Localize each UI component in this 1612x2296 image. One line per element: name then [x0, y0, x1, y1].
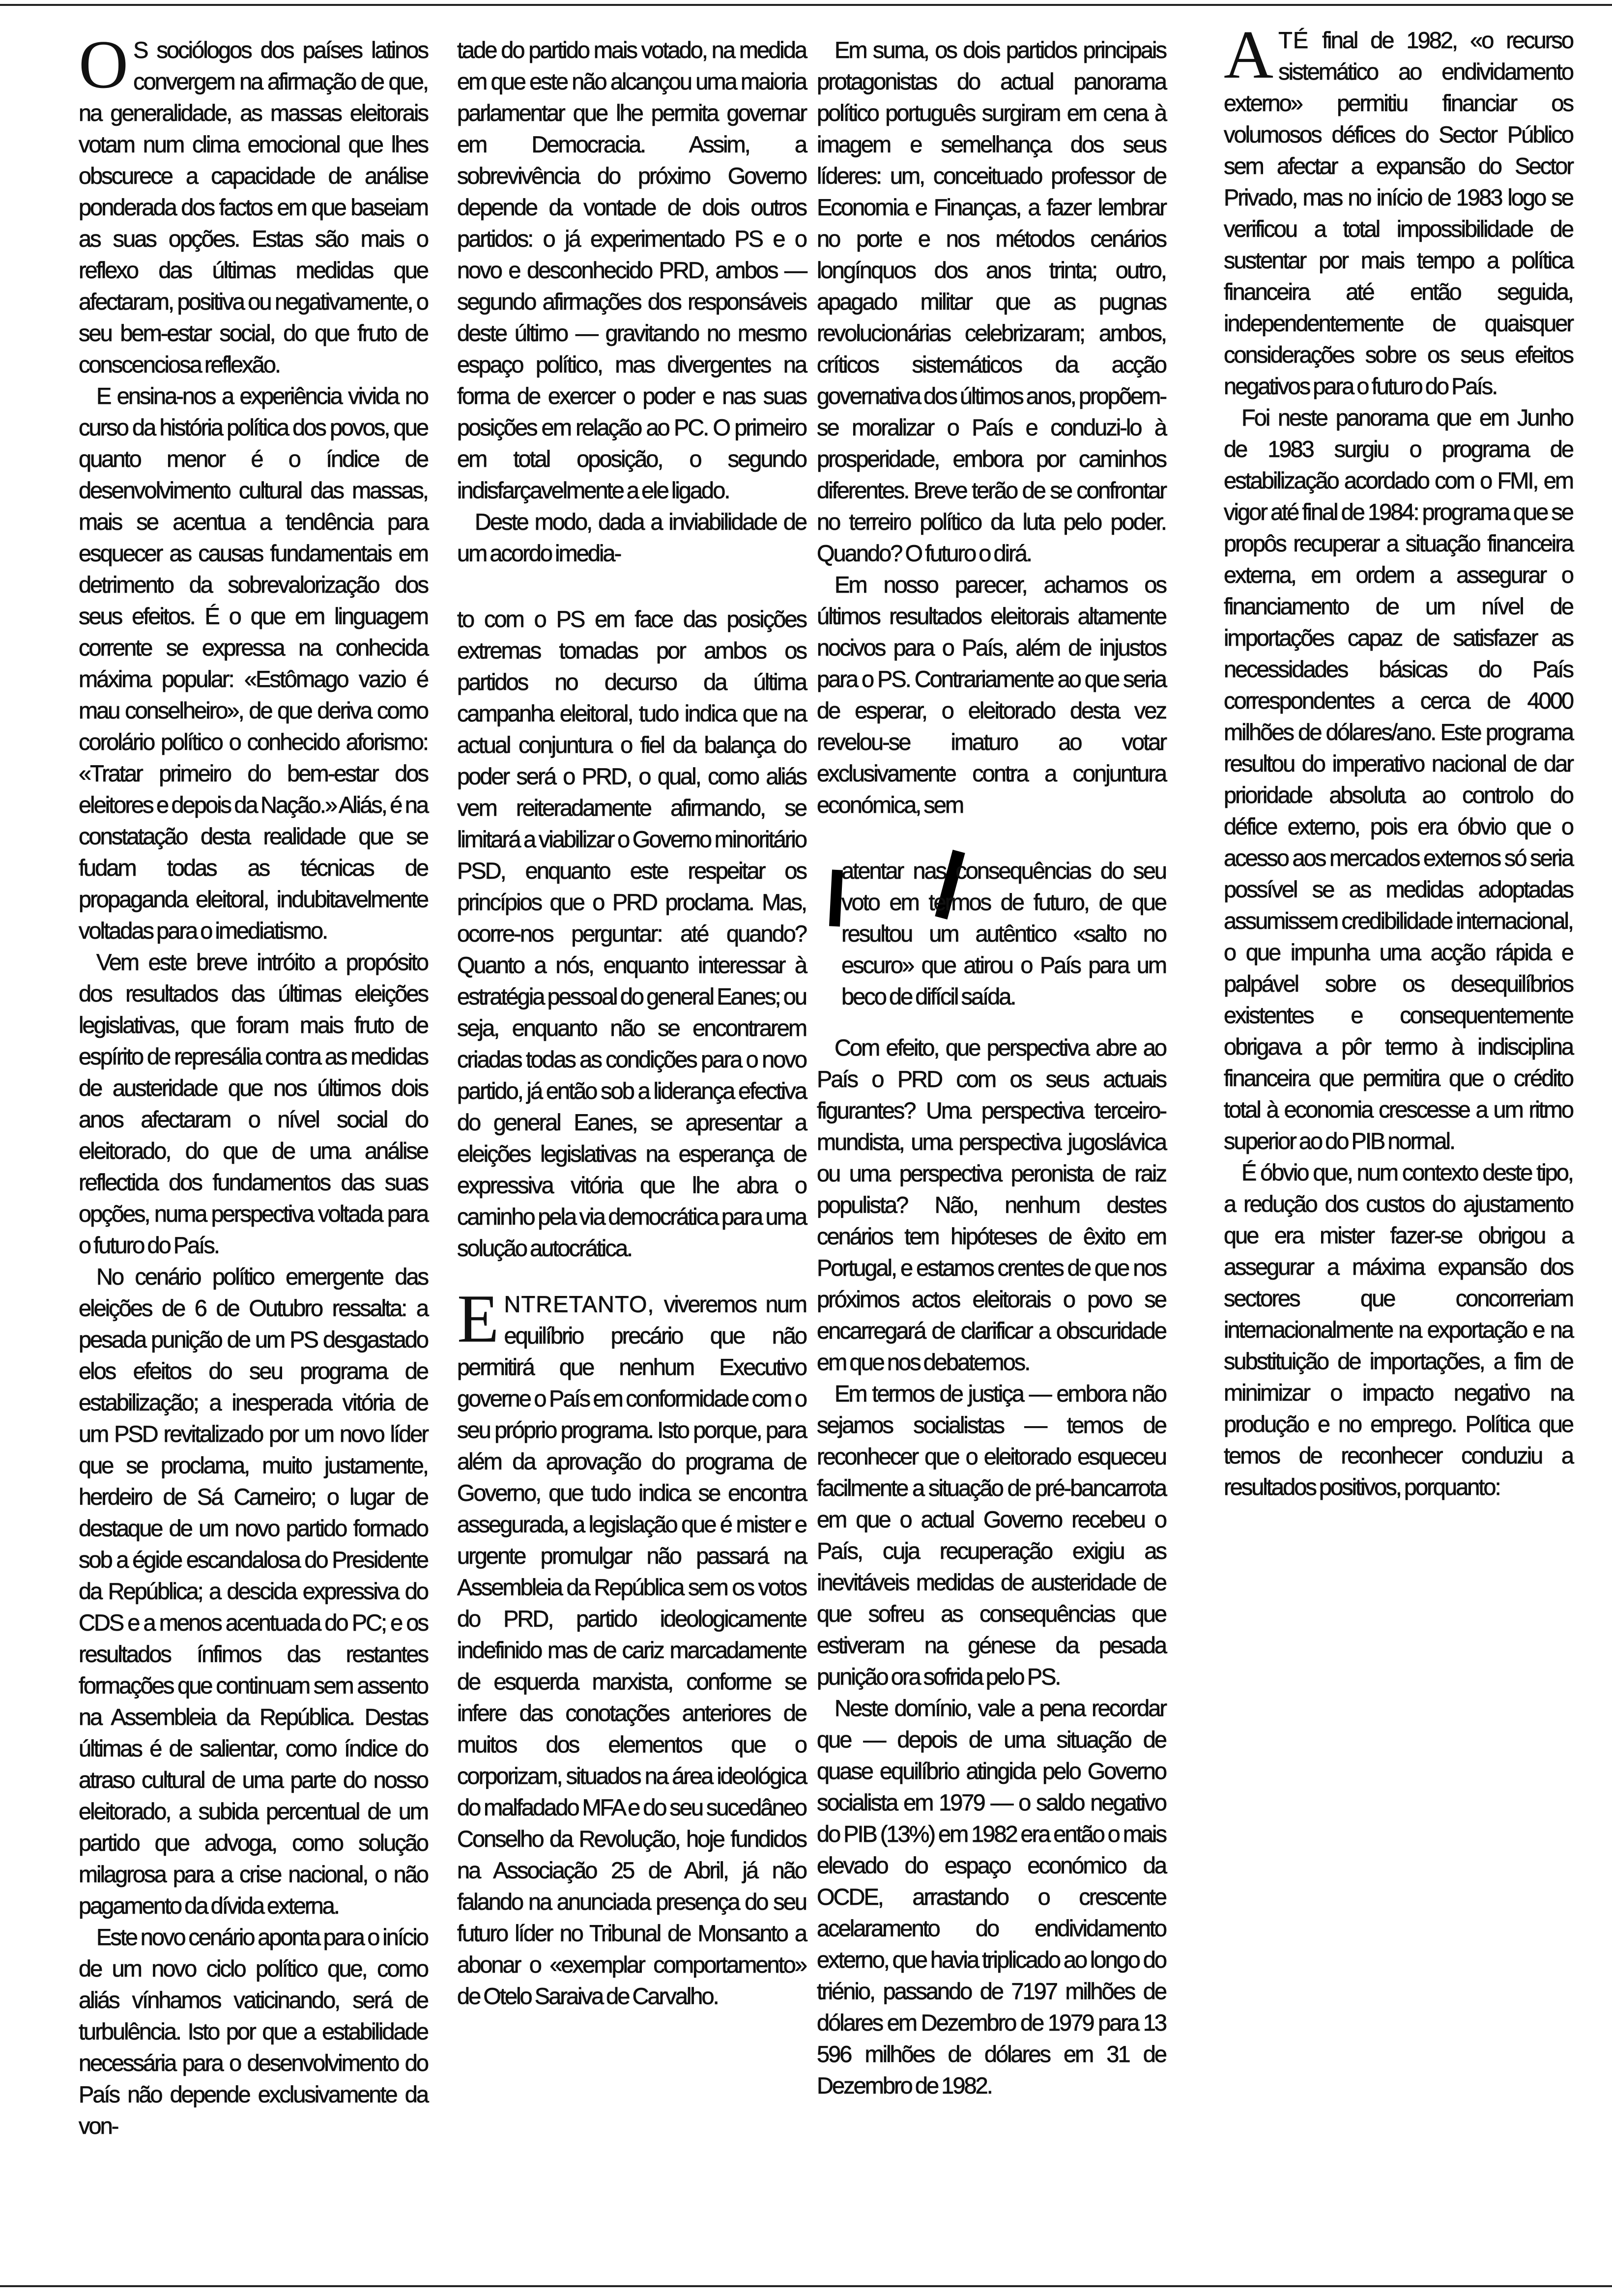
- paragraph: É óbvio que, num contexto deste tipo, a redução dos custos do ajustamento que era mister fazer-se obrigou a assegurar a máxima expansão dos sectores que concorreriam internacionalmente na exportação e na substituição de importações, a fim de minimizar o impacto negativo na produção e no emprego. Política que temos de reconhecer conduziu a resultados positivos, porquanto:: [1224, 1159, 1573, 1500]
- paragraph: Neste domínio, vale a pena recordar que — depois de uma situação de quase equilíbrio atingida pelo Governo socialista em 1979 — o saldo negativo do PIB (13%) em 1982 era então o mais elevado do espaço económico da OCDE, arrastando o crescente acelaramento do endividamento externo, que havia triplicado ao longo do triénio, passando de 7197 milhões de dólares em Dezembro de 1979 para 13 596 milhões de dólares em 31 de Dezembro de 1982.: [817, 1695, 1166, 2098]
- top-rule: [0, 4, 1612, 6]
- paragraph: atentar nas consequências do seu voto em termos de futuro, de que resultou um autêntico «salto no escuro» que atirou o País para um beco de difícil saída.: [841, 858, 1166, 1009]
- paragraph: Este novo cenário aponta para o início de um novo ciclo político que, como aliás vínhamos vaticinando, será de turbulência. Isto por que a estabilidade necessária para o desenvolvimento do País não depende exclusivamente da von-: [79, 1924, 428, 2139]
- paragraph: ENTRETANTO, viveremos num equilíbrio precário que não permitirá que nenhum Executivo governe o País em conformidade com o seu próprio programa. Isto porque, para além da aprovação do programa de Governo, que tudo indica se encontra assegurada, a legislação que é mister e urgente promulgar não passará na Assembleia da República sem os votos do PRD, partido ideologicamente indefinido mas de cariz marcadamente de esquerda marxista, conforme se infere das conotações anteriores de muitos dos elementos que o corporizam, situados na área ideológica do malfadado MFA e do seu sucedâneo Conselho da Revolução, hoje fundidos na Associação 25 de Abril, já não falando na anunciada presença do seu futuro líder no Tribunal de Monsanto a abonar o «exemplar comportamento» de Otelo Saraiva de Carvalho.: [457, 1281, 806, 2009]
- paragraph: tade do partido mais votado, na medida em que este não alcançou uma maioria parlamentar que lhe permita governar em Democracia. Assim, a sobrevivência do próximo Governo depende da vontade de dois outros partidos: o já experimentado PS e o novo e desconhecido PRD, ambos — segundo afirmações dos responsáveis deste último — gravitando no mesmo espaço político, mas divergentes na forma de exercer o poder e nas suas posições em relação ao PC. O primeiro em total oposição, o segundo indisfarçavelmente a ele ligado.: [457, 37, 806, 503]
- article-column-4: [1224, 17, 1573, 1503]
- paragraph: O S sociólogos dos países latinos convergem na afirmação de que, na generalidade, as massas eleitorais votam num clima emocional que lhes obscurece a capacidade de análise ponderada dos factos em que baseiam as suas opções. Estas são mais o reflexo das últimas medidas que afectaram, positiva ou negativamente, o seu bem-estar social, do que fruto de conscenciosa reflexão.: [79, 27, 428, 377]
- bottom-rule: [0, 2285, 1612, 2287]
- paragraph: E ensina-nos a experiência vivida no curso da história política dos povos, que quanto menor é o índice de desenvolvimento cultural das massas, mais se acentua a tendência para esquecer as causas fundamentais em detrimento da sobrevalorização dos seus efeitos. É o que em linguagem corrente se expressa na conhecida máxima popular: «Estômago vazio é mau conselheiro», de que deriva como corolário político o conhecido aforismo: «Tratar primeiro do bem-estar dos eleitores e depois da Nação.» Aliás, é na constatação desta realidade que se fudam todas as técnicas de propaganda eleitoral, indubitavelmente voltadas para o imediatismo.: [79, 383, 428, 944]
- drop-cap: O: [79, 27, 129, 103]
- paragraph: Deste modo, dada a inviabilidade de um acordo imedia-: [457, 509, 806, 566]
- paragraph: Com efeito, que perspectiva abre ao País o PRD com os seus actuais figurantes? Uma perspectiva terceiro-mundista, uma perspectiva jugoslávica ou uma perspectiva peronista de raiz populista? Não, nenhum destes cenários tem hipóteses de êxito em Portugal, e estamos crentes de que nos próximos actos eleitorais o povo se encarregará de clarificar a obscuridade em que nos debatemos.: [817, 1034, 1166, 1375]
- paragraph: to com o PS em face das posições extremas tomadas por ambos os partidos no decurso da última campanha eleitoral, tudo indica que na actual conjuntura o fiel da balança do poder será o PRD, o qual, como aliás vem reiteradamente afirmando, se limitará a viabilizar o Governo minoritário PSD, enquanto este respeitar os princípios que o PRD proclama. Mas, ocorre-nos perguntar: até quando? Quanto a nós, enquanto interessar à estratégia pessoal do general Eanes; ou seja, enquanto não se encontrarem criadas todas as condições para o novo partido, já então sob a liderança efectiva do general Eanes, se apresentar a eleições legislativas na esperança de expressiva vitória que lhe abra o caminho pela via democrática para uma solução autocrática.: [457, 606, 806, 1261]
- paragraph: Vem este breve intróito a propósito dos resultados das últimas eleições legislativas, que foram mais fruto de espírito de represália contra as medidas de austeridade que nos últimos dois anos afectaram o nível social do eleitorado, do que de uma análise reflectida dos fundamentos das suas opções, numa perspectiva voltada para o futuro do País.: [79, 949, 428, 1258]
- paragraph: Em suma, os dois partidos principais protagonistas do actual panorama político português surgiram em cena à imagem e semelhança dos seus líderes: um, conceituado professor de Economia e Finanças, a fazer lembrar no porte e nos métodos cenários longínquos dos anos trinta; outro, apagado militar que as pugnas revolucionárias celebrizaram; ambos, críticos sistemáticos da acção governativa dos últimos anos, propõem-se moralizar o País e conduzi-lo à prosperidade, embora por caminhos diferentes. Breve terão de se confrontar no terreiro político da luta pelo poder. Quando? O futuro o dirá.: [817, 37, 1166, 566]
- paragraph: Em termos de justiça — embora não sejamos socialistas — temos de reconhecer que o eleitorado esqueceu facilmente a situação de pré-bancarrota em que o actual Governo recebeu o País, cuja recuperação exigiu as inevitáveis medidas de austeridade de que sofreu as consequências que estiveram na génese da pesada punição ora sofrida pelo PS.: [817, 1380, 1166, 1690]
- paragraph: Em nosso parecer, achamos os últimos resultados eleitorais altamente nocivos para o País, além de injustos para o PS. Contrariamente ao que seria de esperar, o eleitorado desta vez revelou-se imaturo ao votar exclusivamente contra a conjuntura económica, sem: [817, 572, 1166, 818]
- drop-cap: A: [1224, 17, 1274, 93]
- paragraph: No cenário político emergente das eleições de 6 de Outubro ressalta: a pesada punição de um PS desgastado elos efeitos do seu programa de estabilização; a inesperada vitória de um PSD revitalizado por um novo líder que se proclama, muito justamente, herdeiro de Sá Carneiro; o lugar de destaque de um novo partido formado sob a égide escandalosa do Presidente da República; a descida expressiva do CDS e a menos acentuada do PC; e os resultados ínfimos das restantes formações que continuam sem assento na Assembleia da República. Destas últimas é de salientar, como índice do atraso cultural de uma parte do nosso eleitorado, a subida percentual de um partido que advoga, como solução milagrosa para a crise nacional, o não pagamento da dívida externa.: [79, 1263, 428, 1919]
- article-column-2: [457, 34, 806, 2012]
- paragraph: Foi neste panorama que em Junho de 1983 surgiu o programa de estabilização acordado com o FMI, em vigor até final de 1984: programa que se propôs recuperar a situação financeira externa, em ordem a assegurar o financiamento de um nível de importações capaz de satisfazer as necessidades básicas do País correspondentes a cerca de 4000 milhões de dólares/ano. Este programa resultou do imperativo nacional de dar prioridade absoluta ao controlo do défice externo, pois era óbvio que o acesso aos mercados externos só seria possível se as medidas adoptadas assumissem credibilidade internacional, o que impunha uma acção rápida e palpável sobre os desequilíbrios existentes e consequentemente obrigava a pôr termo à indisciplina financeira que permitira que o crédito total à economia crescesse a um ritmo superior ao do PIB normal.: [1224, 404, 1573, 1154]
- paragraph: ATÉ final de 1982, «o recurso sistemático ao endividamento externo» permitiu financiar os volumosos défices do Sector Público sem afectar a expansão do Sector Privado, mas no início de 1983 logo se verificou a total impossibilidade de sustentar por mais tempo a política financeira até então seguida, independentemente de quaisquer considerações sobre os seus efeitos negativos para o futuro do País.: [1224, 17, 1573, 399]
- article-column-1: [79, 27, 428, 2142]
- drop-cap: E: [457, 1281, 499, 1357]
- article-column-3: [817, 34, 1166, 2101]
